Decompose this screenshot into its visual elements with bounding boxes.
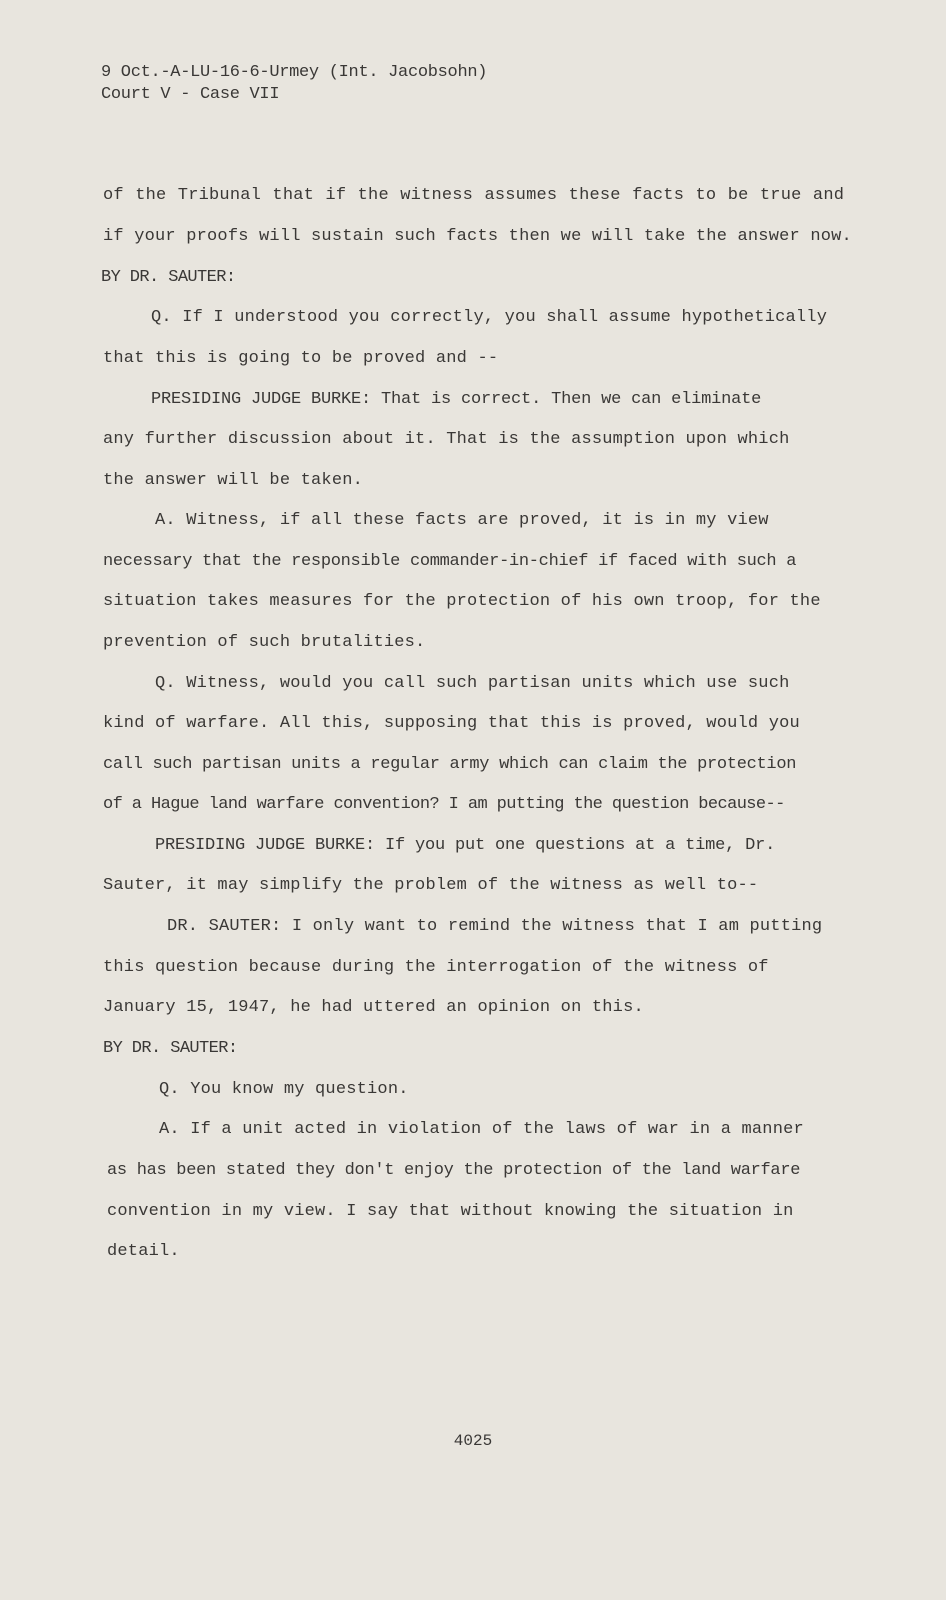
transcript-line: January 15, 1947, he had uttered an opinion on this. (103, 998, 644, 1017)
transcript-line: as has been stated they don't enjoy the protection of the land warfare (107, 1161, 801, 1180)
transcript-line: A. If a unit acted in violation of the laws of war in a manner (159, 1120, 804, 1139)
page-number: 4025 (453, 1432, 493, 1450)
transcript-line: of the Tribunal that if the witness assumes these facts to be true and (103, 186, 845, 205)
transcript-line: if your proofs will sustain such facts then we will take the answer now. (103, 227, 852, 246)
transcript-line: call such partisan units a regular army which can claim the protection (103, 755, 797, 774)
transcript-line: Q. If I understood you correctly, you shall assume hypothetically (151, 308, 828, 327)
transcript-line: situation takes measures for the protection of his own troop, for the (103, 592, 821, 611)
speaker-heading: BY DR. SAUTER: (101, 268, 236, 287)
transcript-line: this question because during the interrogation of the witness of (103, 958, 769, 977)
document-header (101, 62, 487, 106)
transcript-line: Sauter, it may simplify the problem of the witness as well to-- (103, 876, 759, 895)
transcript-line: PRESIDING JUDGE BURKE: That is correct. Then we can eliminate (151, 390, 762, 409)
transcript-line: any further discussion about it. That is the assumption upon which (103, 430, 790, 449)
transcript-line: Q. You know my question. (159, 1080, 409, 1099)
header-court-line: Court V - Case VII (101, 85, 280, 104)
transcript-line: Q. Witness, would you call such partisan units which use such (155, 674, 790, 693)
transcript-line: the answer will be taken. (103, 471, 364, 490)
speaker-heading: BY DR. SAUTER: (103, 1039, 238, 1058)
transcript-line: DR. SAUTER: I only want to remind the witness that I am putting (167, 917, 823, 936)
transcript-line: convention in my view. I say that without knowing the situation in (107, 1202, 794, 1221)
transcript-line: prevention of such brutalities. (103, 633, 426, 652)
transcript-line: kind of warfare. All this, supposing that this is proved, would you (103, 714, 800, 733)
transcript-line: necessary that the responsible commander-in-chief if faced with such a (103, 552, 797, 571)
transcript-line: that this is going to be proved and -- (103, 349, 499, 368)
header-session-line: 9 Oct.-A-LU-16-6-Urmey (Int. Jacobsohn) (101, 63, 488, 82)
transcript-line: PRESIDING JUDGE BURKE: If you put one questions at a time, Dr. (155, 836, 776, 855)
transcript-line: detail. (107, 1242, 180, 1261)
transcript-line: of a Hague land warfare convention? I am putting the question because-- (103, 795, 785, 814)
transcript-line: A. Witness, if all these facts are proved, it is in my view (155, 511, 769, 530)
